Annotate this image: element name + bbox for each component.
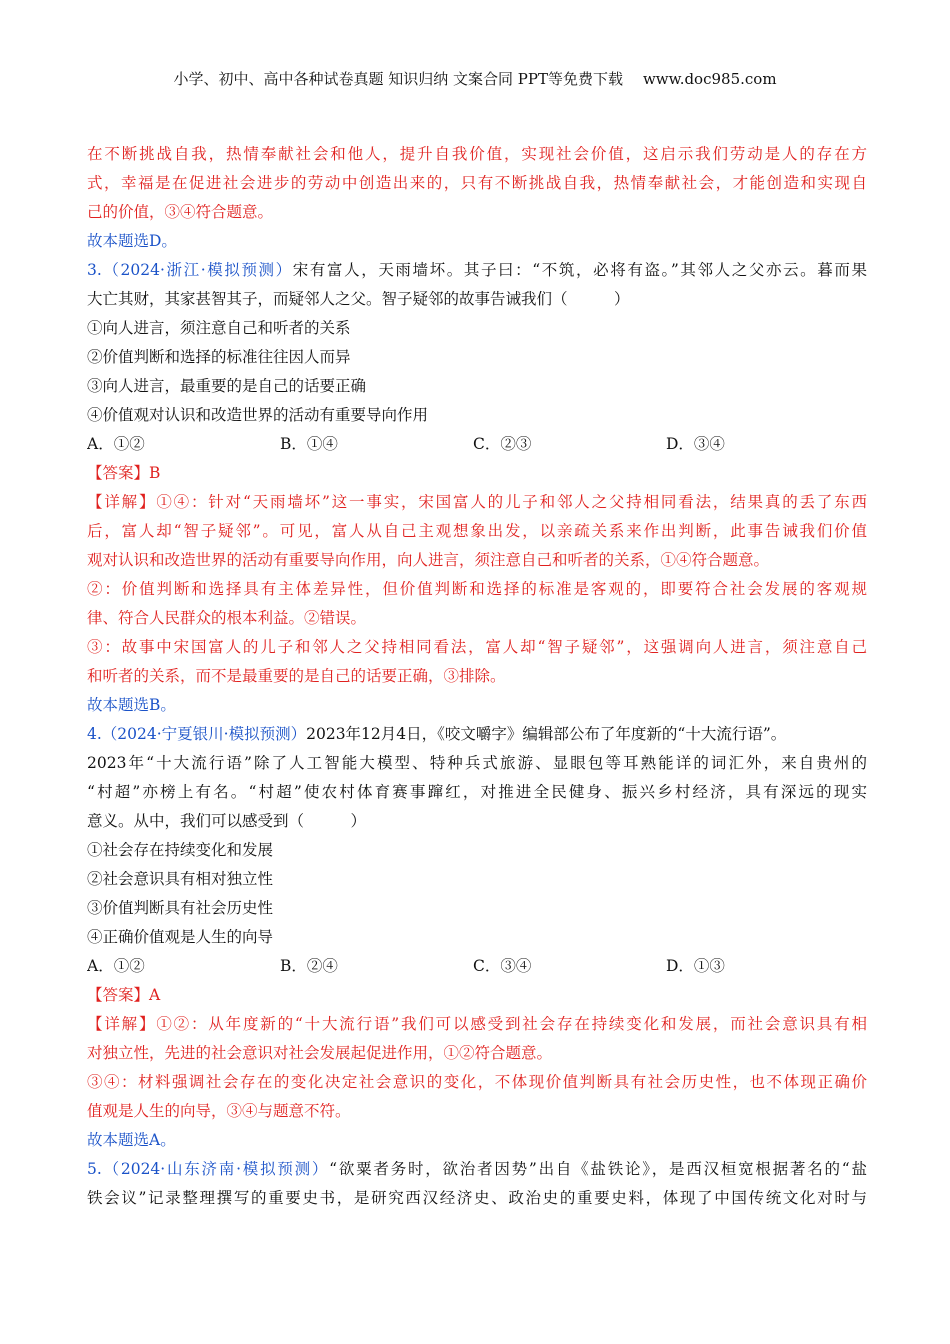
options-row bbox=[87, 430, 867, 459]
detail-line bbox=[87, 488, 867, 517]
question-text: 铁会议”记录整理撰写的重要史书，是研究西汉经济史、政治史的重要史料，体现了中国传统文化对时与 bbox=[87, 1189, 867, 1207]
detail-text: ①②：从年度新的“十大流行语”我们可以感受到社会存在持续变化和发展，而社会意识具有相 bbox=[156, 1015, 867, 1033]
question-text: 宋有富人，天雨墙坏。其子曰：“不筑，必将有盗。”其邻人之父亦云。暮而果 bbox=[292, 261, 867, 279]
detail-line: 在不断挑战自我，热情奉献社会和他人，提升自我价值，实现社会价值，这启示我们劳动是人的存在方 bbox=[87, 145, 867, 163]
conclusion: 故本题选D。 bbox=[87, 232, 177, 250]
detail-line: 己的价值，③④符合题意。 bbox=[87, 203, 274, 221]
conclusion: 故本题选A。 bbox=[87, 1131, 176, 1149]
header-text: 小学、初中、高中各种试卷真题 知识归纳 文案合同 PPT等免费下载 bbox=[173, 70, 623, 88]
detail-line: ②：价值判断和选择具有主体差异性，但价值判断和选择的标准是客观的，即要符合社会发展的客观规 bbox=[87, 580, 867, 598]
question-3-stem bbox=[87, 256, 867, 285]
question-text: 2023年“十大流行语”除了人工智能大模型、特种兵式旅游、显眼包等耳熟能详的词汇外，来自贵州的 bbox=[87, 754, 867, 772]
option-c: C．②③ bbox=[473, 435, 532, 453]
question-text: “欲粟者务时，欲治者因势”出自《盐铁论》，是西汉桓宽根据著名的“盐 bbox=[329, 1160, 867, 1178]
option-d: D．③④ bbox=[666, 435, 725, 453]
question-text: 大亡其财，其家甚智其子，而疑邻人之父。智子疑邻的故事告诫我们（ ） bbox=[87, 290, 630, 308]
option-d: D．①③ bbox=[666, 957, 725, 975]
option-c: C．③④ bbox=[473, 957, 532, 975]
question-text: 2023年12月4日，《咬文嚼字》编辑部公布了年度新的“十大流行语”。 bbox=[306, 725, 787, 743]
question-source: （2024·山东济南·模拟预测） bbox=[101, 1160, 330, 1178]
statement: ④正确价值观是人生的向导 bbox=[87, 928, 274, 946]
document-body bbox=[87, 140, 867, 1213]
option-b: B．②④ bbox=[280, 957, 338, 975]
detail-line: 对独立性，先进的社会意识对社会发展起促进作用，①②符合题意。 bbox=[87, 1044, 553, 1062]
detail-text: ①④：针对“天雨墙坏”这一事实，宋国富人的儿子和邻人之父持相同看法，结果真的丢了东西 bbox=[156, 493, 867, 511]
header-site: www.doc985.com bbox=[642, 70, 777, 88]
option-a: A．①② bbox=[87, 435, 145, 453]
question-source: （2024·浙江·模拟预测） bbox=[101, 261, 293, 279]
page-header bbox=[0, 69, 950, 89]
statement: ①社会存在持续变化和发展 bbox=[87, 841, 274, 859]
detail-line: ③：故事中宋国富人的儿子和邻人之父持相同看法，富人却“智子疑邻”，这强调向人进言，须注意自己 bbox=[87, 638, 867, 656]
detail-line: 式，幸福是在促进社会进步的劳动中创造出来的，只有不断挑战自我，热情奉献社会，才能创造和实现自 bbox=[87, 174, 867, 192]
statement: ③向人进言，最重要的是自己的话要正确 bbox=[87, 377, 367, 395]
question-4-stem bbox=[87, 720, 867, 749]
statement: ③价值判断具有社会历史性 bbox=[87, 899, 274, 917]
question-source: （2024·宁夏银川·模拟预测） bbox=[101, 725, 307, 743]
option-a: A．①② bbox=[87, 957, 145, 975]
statement: ②社会意识具有相对独立性 bbox=[87, 870, 274, 888]
detail-label: 【详解】 bbox=[87, 1015, 157, 1033]
question-number: 3. bbox=[87, 261, 102, 279]
detail-line bbox=[87, 1010, 867, 1039]
detail-line: 和听者的关系，而不是最重要的是自己的话要正确，③排除。 bbox=[87, 667, 506, 685]
statement: ①向人进言，须注意自己和听者的关系 bbox=[87, 319, 351, 337]
question-5-stem bbox=[87, 1155, 867, 1184]
options-row bbox=[87, 952, 867, 981]
detail-line: 观对认识和改造世界的活动有重要导向作用，向人进言，须注意自己和听者的关系，①④符合题意。 bbox=[87, 551, 770, 569]
question-number: 4. bbox=[87, 725, 102, 743]
detail-line: 后，富人却“智子疑邻”。可见，富人从自己主观想象出发，以亲疏关系来作出判断，此事告诫我们价值 bbox=[87, 522, 867, 540]
conclusion: 故本题选B。 bbox=[87, 696, 176, 714]
option-b: B．①④ bbox=[280, 435, 338, 453]
answer: 【答案】B bbox=[87, 464, 161, 482]
detail-line: ③④：材料强调社会存在的变化决定社会意识的变化，不体现价值判断具有社会历史性，也不体现正确价 bbox=[87, 1073, 867, 1091]
statement: ②价值判断和选择的标准往往因人而异 bbox=[87, 348, 351, 366]
answer: 【答案】A bbox=[87, 986, 161, 1004]
question-text: 意义。从中，我们可以感受到（ ） bbox=[87, 812, 367, 830]
question-number: 5. bbox=[87, 1160, 102, 1178]
detail-line: 值观是人生的向导，③④与题意不符。 bbox=[87, 1102, 351, 1120]
question-text: “村超”亦榜上有名。“村超”使农村体育赛事蹿红，对推进全民健身、振兴乡村经济，具有深远的现实 bbox=[87, 783, 867, 801]
detail-label: 【详解】 bbox=[87, 493, 157, 511]
detail-line: 律、符合人民群众的根本利益。②错误。 bbox=[87, 609, 367, 627]
statement: ④价值观对认识和改造世界的活动有重要导向作用 bbox=[87, 406, 429, 424]
